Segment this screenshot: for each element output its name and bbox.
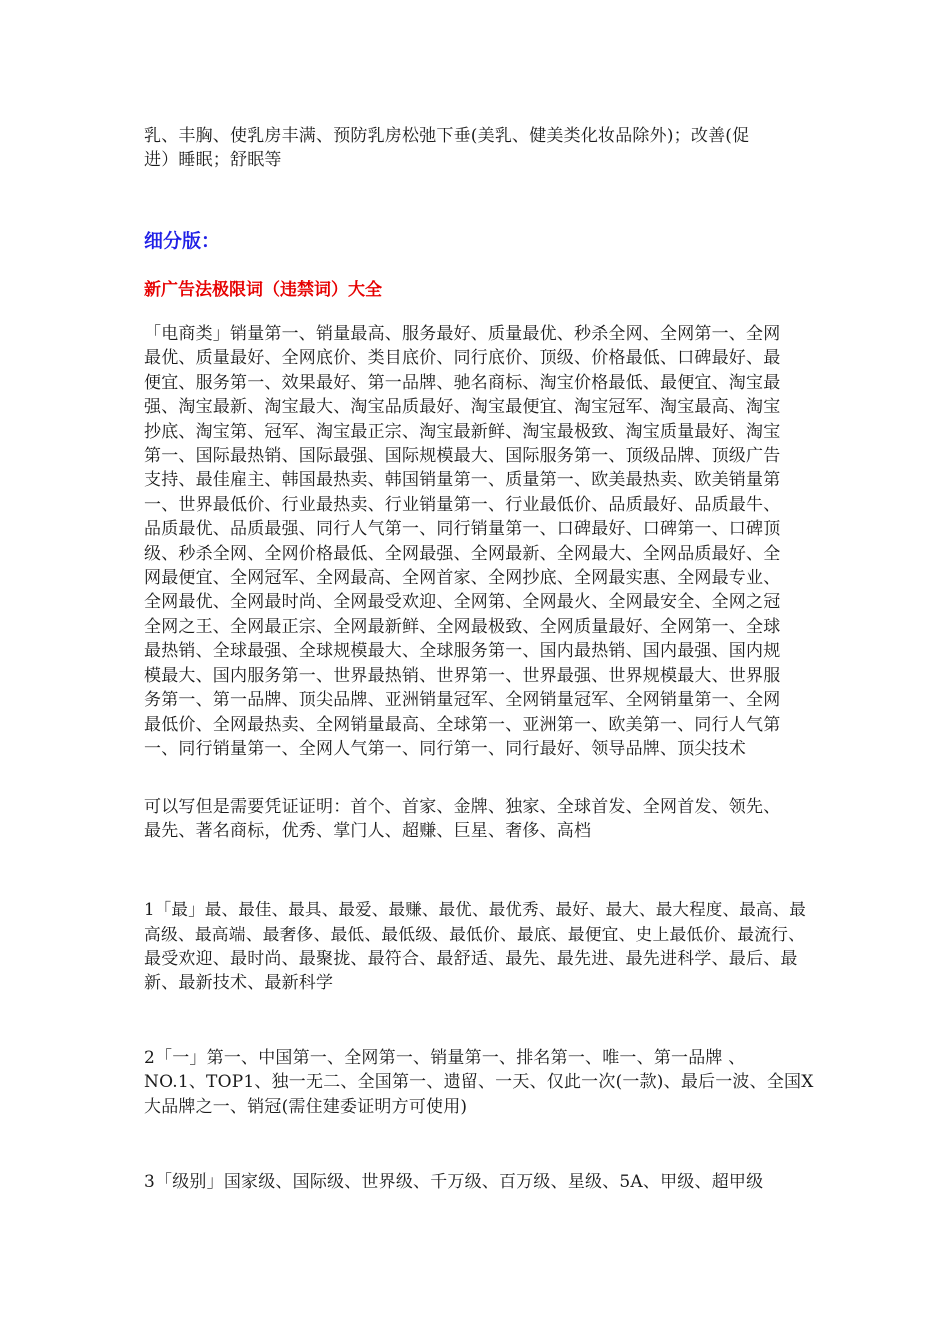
ecommerce-line: 抄底、淘宝第、冠军、淘宝最正宗、淘宝最新鲜、淘宝最极致、淘宝质量最好、淘宝 <box>144 421 781 442</box>
item-2-line: 大品牌之一、销冠(需住建委证明方可使用) <box>144 1096 468 1117</box>
item-1-line: 1「最」最、最佳、最具、最爱、最赚、最优、最优秀、最好、最大、最大程度、最高、最 <box>144 900 806 919</box>
ecommerce-line: 最优、质量最好、全网底价、类目底价、同行底价、顶级、价格最低、口碑最好、最 <box>144 348 781 369</box>
item-1-line: 高级、最高端、最奢侈、最低、最低级、最低价、最底、最便宜、史上最低价、最流行、 <box>144 924 806 945</box>
item-1-line: 最受欢迎、最时尚、最聚拢、最符合、最舒适、最先、最先进、最先进科学、最后、最 <box>144 948 798 969</box>
ecommerce-line: 全网之王、全网最正宗、全网最新鲜、全网最极致、全网质量最好、全网第一、全球 <box>144 616 781 637</box>
ecommerce-line: 品质最优、品质最强、同行人气第一、同行销量第一、口碑最好、口碑第一、口碑顶 <box>144 519 781 540</box>
ecommerce-line: 便宜、服务第一、效果最好、第一品牌、驰名商标、淘宝价格最低、最便宜、淘宝最 <box>144 372 781 393</box>
proof-line: 最先、著名商标，优秀、掌门人、超赚、巨星、奢侈、高档 <box>144 821 592 842</box>
intro-line: 乳、丰胸、使乳房丰满、预防乳房松弛下垂(美乳、健美类化妆品除外)；改善(促 <box>144 126 750 146</box>
item-1-paragraph <box>144 898 814 996</box>
ecommerce-line: 第一、国际最热销、国际最强、国际规模最大、国际服务第一、顶级品牌、顶级广告 <box>144 446 781 467</box>
intro-line: 进）睡眠；舒眠等 <box>144 150 282 171</box>
ecommerce-line: 模最大、国内服务第一、世界最热销、世界第一、世界最强、世界规模最大、世界服 <box>144 665 781 686</box>
item-3-paragraph <box>144 1170 814 1194</box>
section-title: 细分版： <box>144 230 221 252</box>
ecommerce-line: 最低价、全网最热卖、全网销量最高、全球第一、亚洲第一、欧美第一、同行人气第 <box>144 714 781 735</box>
proof-line: 可以写但是需要凭证证明：首个、首家、金牌、独家、全球首发、全网首发、领先、 <box>144 797 781 817</box>
ecommerce-line: 网最便宜、全网冠军、全网最高、全网首家、全网抄底、全网最实惠、全网最专业、 <box>144 568 781 589</box>
item-2-paragraph <box>144 1046 814 1119</box>
item-3-line: 3「级别」国家级、国际级、世界级、千万级、百万级、星级、5A、甲级、超甲级 <box>144 1172 764 1192</box>
intro-paragraph <box>144 124 814 173</box>
proof-paragraph <box>144 795 814 844</box>
item-2-line: 2「一」第一、中国第一、全网第一、销量第一、排名第一、唯一、第一品牌 、 <box>144 1048 746 1068</box>
ecommerce-line: 全网最优、全网最时尚、全网最受欢迎、全网第、全网最火、全网最安全、全网之冠 <box>144 592 781 613</box>
ecommerce-line: 支持、最佳雇主、韩国最热卖、韩国销量第一、质量第一、欧美最热卖、欧美销量第 <box>144 470 781 491</box>
ecommerce-line: 一、世界最低价、行业最热卖、行业销量第一、行业最低价、品质最好、品质最牛、 <box>144 494 781 515</box>
ecommerce-line: 最热销、全球最强、全球规模最大、全球服务第一、国内最热销、国内最强、国内规 <box>144 641 781 662</box>
ecommerce-paragraph <box>144 322 814 761</box>
item-1-line: 新、最新技术、最新科学 <box>144 973 334 994</box>
ecommerce-line: 强、淘宝最新、淘宝最大、淘宝品质最好、淘宝最便宜、淘宝冠军、淘宝最高、淘宝 <box>144 397 781 418</box>
ecommerce-line: 级、秒杀全网、全网价格最低、全网最强、全网最新、全网最大、全网品质最好、全 <box>144 543 781 564</box>
subtitle: 新广告法极限词（违禁词）大全 <box>144 280 382 300</box>
ecommerce-line: 务第一、第一品牌、顶尖品牌、亚洲销量冠军、全网销量冠军、全网销量第一、全网 <box>144 690 781 711</box>
ecommerce-line: 一、同行销量第一、全网人气第一、同行第一、同行最好、领导品牌、顶尖技术 <box>144 738 746 759</box>
item-2-line: NO.1、TOP1、独一无二、全国第一、遗留、一天、仅此一次(一款)、最后一波、全国X <box>144 1072 814 1093</box>
ecommerce-line: 「电商类」销量第一、销量最高、服务最好、质量最优、秒杀全网、全网第一、全网 <box>144 324 781 344</box>
